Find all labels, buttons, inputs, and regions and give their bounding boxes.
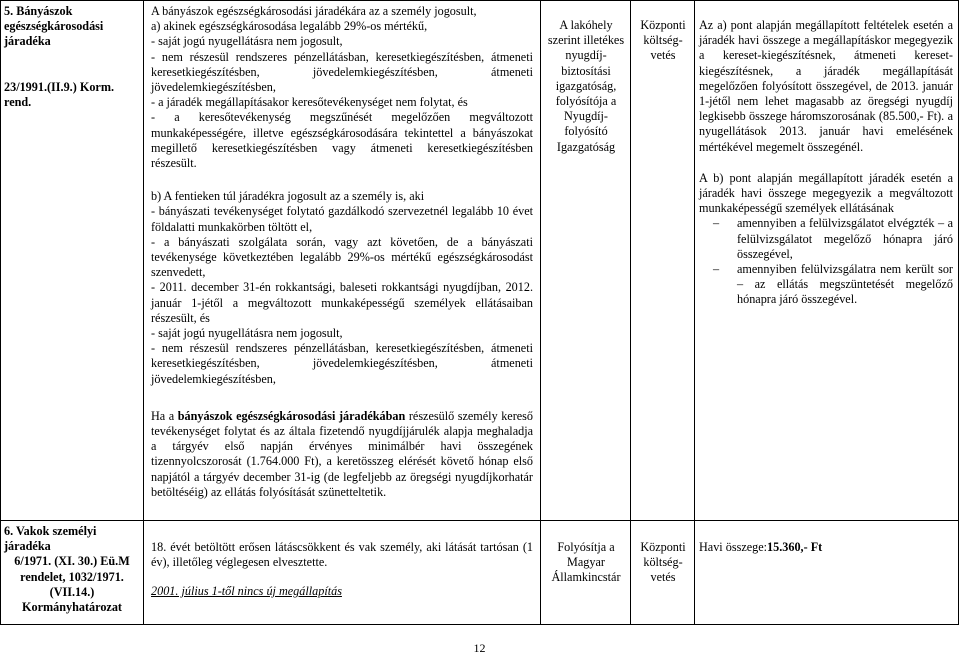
amount-paragraph-b: A b) pont alapján megállapított járadék esetén a járadék havi összege megegyezik a megváltozott munkaképességű személyek ellátásának: [699, 170, 953, 216]
row2-funding: [634, 540, 692, 586]
row1-benefit-name: [4, 4, 140, 110]
condition-line: - 2011. december 31-én rokkantsági, baleseti rokkantsági nyugdíjban, 2012. január 1-jétől a megváltozott munkaképességű személyek ellátásaiban részesült, és: [151, 280, 533, 325]
row2-authority: [546, 540, 626, 586]
row1-funding: [634, 18, 692, 64]
row2-amount: [699, 540, 953, 555]
row1-amount: [699, 18, 953, 308]
row2-conditions: [151, 540, 533, 600]
benefit-title: 5. Bányászok egészségkárosodási járadéka: [4, 4, 104, 49]
condition-line: - saját jogú nyugellátásra nem jogosult,: [151, 34, 343, 49]
row1-authority: [546, 18, 626, 155]
conditions-b: [151, 189, 533, 387]
funding-text: Központi költség-vetés: [640, 540, 686, 585]
amount-paragraph-a: Az a) pont alapján megállapított feltételek esetén a járadék havi összege a megállapításkor megegyezik a kereset-kiegészítésnek, átmeneti kereset-kiegészítésnek, a járadék megállapítását megelőzően folyósított összegével, de 2013. január 1-jétől nem lehet magasabb az öregségi nyugdíj legkisebb összege háromszorosának (85.500,- Ft). a nyugellátások 2013. január havi emelésének mértékével megemelt összegénél.: [699, 18, 953, 154]
authority-text: A lakóhely szerint illetékes nyugdíj-biztosítási igazgatóság, folyósítója a Nyugdíj-folyósító Igazgatóság: [547, 18, 625, 154]
condition-text: 18. évét betöltött erősen látáscsökkent és vak személy, aki látását tartósan (1 év), illetőleg véglegesen elvesztette.: [151, 540, 533, 570]
amount-list-item: – amennyiben felülvizsgálatra nem került sor – az ellátás megszüntetését megelőző hónapra járó összegével.: [713, 262, 953, 307]
no-new-award-note: 2001. július 1-től nincs új megállapítás: [151, 584, 342, 599]
row1-conditions: [151, 4, 533, 500]
conditions-a: [151, 4, 533, 171]
suspension-paragraph: Ha a bányászok egészségkárosodási járadékában részesülő személy kereső tevékenységet folytat és az általa fizetendő nyugdíjjárulék alapja meghaladja a tárgyév első napján érvényes minimálbér havi összegének tizennyolcszorosát (1.764.000 Ft), a keretösszeg elérését követő hónap első napjától a tárgyév december 31-ig (de legfeljebb az öregségi nyugdíjkorhatár betöltéséig) az ellátás folyósítását szünetteltetik.: [151, 408, 534, 499]
condition-line: - saját jogú nyugellátásra nem jogosult,: [151, 326, 343, 341]
benefit-name-bold: bányászok egészségkárosodási járadékában: [177, 408, 406, 423]
condition-line: - a járadék megállapításakor keresőtevékenységet nem folytat, és: [151, 95, 468, 110]
condition-line: - nem részesül rendszeres pénzellátásban, keresetkiegészítésben, átmeneti keresetkiegészítésben, jövedelemkiegészítésben, átmeneti jövedelemkiegészítésben,: [151, 49, 533, 95]
condition-line: A bányászok egészségkárosodási járadékára az a személy jogosult,: [151, 4, 477, 18]
legal-reference: 6/1971. (XI. 30.) Eü.M rendelet, 1032/1971. (VII.14.) Kormányhatározat: [14, 554, 130, 615]
condition-line: b) A fentieken túl járadékra jogosult az a személy is, aki: [151, 189, 425, 204]
condition-line: - nem részesül rendszeres pénzellátásban, keresetkiegészítésben, átmeneti keresetkiegészítésben, jövedelemkiegészítésben, átmeneti jövedelemkiegészítésben,: [151, 341, 533, 386]
condition-line: - a keresőtevékenység megszűnését megelőzően megváltozott munkaképességére, illetve egészségkárosodására tekintettel a bányászokat megillető keresetkiegészítésben vagy átmeneti keresetkiegészítésben részesült.: [151, 110, 533, 171]
condition-line: - a bányászati szolgálata során, vagy azt követően, de a bányászati tevékenysége következtében legalább 29%-os mértékű egészségkárosodást szenvedett,: [151, 234, 533, 280]
funding-text: Központi költség-vetés: [640, 18, 686, 63]
authority-text: Folyósítja a Magyar Államkincstár: [551, 540, 621, 585]
condition-line: - bányászati tevékenységet folytató gazdálkodó szervezetnél legalább 10 évet földalatti munkakörben töltött el,: [151, 204, 533, 234]
benefit-title: 6. Vakok személyi járadéka: [4, 524, 97, 554]
row2-benefit-name: [4, 524, 140, 615]
monthly-amount: Havi összege:15.360,- Ft: [699, 540, 823, 554]
condition-line: a) akinek egészségkárosodása legalább 29%-os mértékű,: [151, 19, 428, 34]
amount-list-item: – amennyiben a felülvizsgálatot elvégzték – a felülvizsgálatot megelőző hónapra járó összegével,: [713, 216, 953, 261]
legal-reference: 23/1991.(II.9.) Korm. rend.: [4, 79, 115, 109]
page-number: 12: [473, 641, 486, 655]
